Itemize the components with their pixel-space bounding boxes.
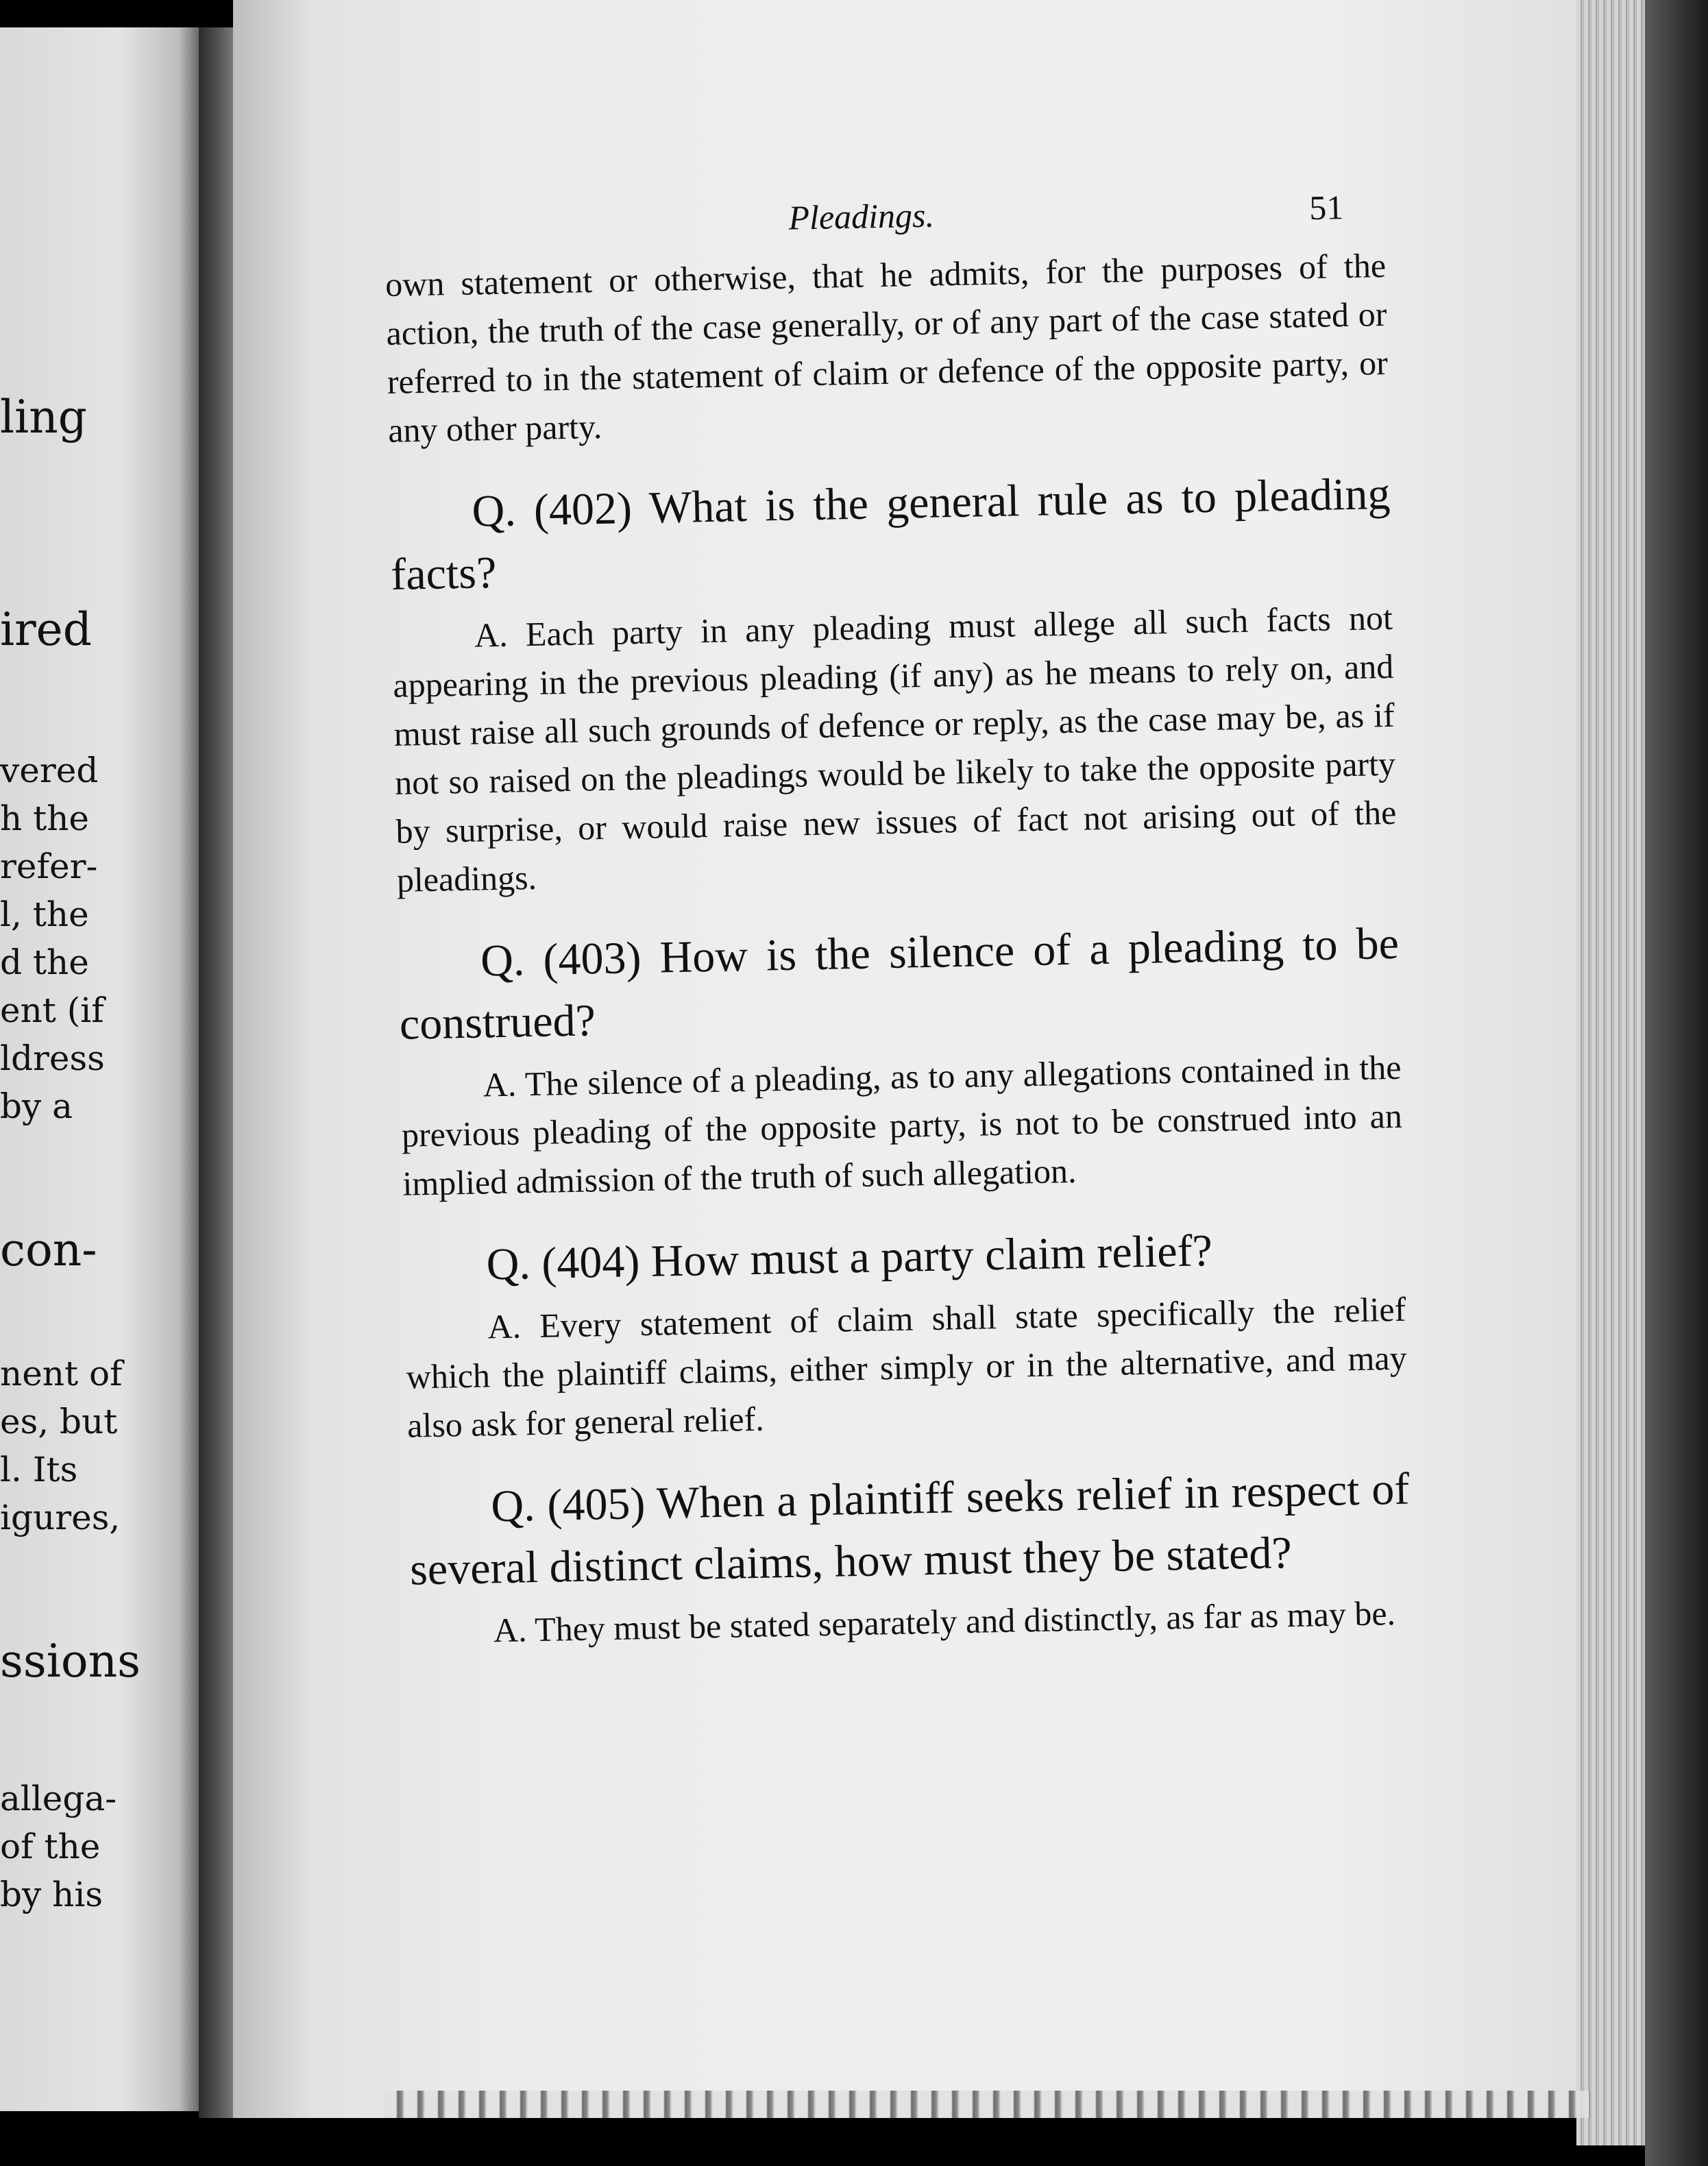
left-page-fragment <box>0 27 199 2111</box>
left-fragment: l. Its <box>0 1450 78 1489</box>
question-heading: Q. (404) How must a party claim relief? <box>485 1226 1213 1290</box>
qa-item <box>408 1459 1413 1657</box>
answer-paragraph: A. They must be stated separately and distinctly, as far as may be. <box>493 1594 1396 1650</box>
question-heading: Q. (402) What is the general rule as to pleading facts? <box>390 468 1391 600</box>
left-fragment: ired <box>0 603 92 656</box>
answer-paragraph: A. Every statement of claim shall state specifically the relief which the plaintiff claims, either simply or in the alternative, and may also ask for general relief. <box>406 1289 1408 1445</box>
qa-item <box>404 1217 1408 1450</box>
left-fragment: d the <box>0 942 89 982</box>
question-heading: Q. (405) When a plaintiff seeks relief in respect of several distinct claims, how must they be stated? <box>409 1463 1410 1595</box>
page-edges-shadow <box>1645 0 1708 2166</box>
left-fragment: igures, <box>0 1498 121 1537</box>
page-number: 51 <box>1308 188 1344 228</box>
bottom-page-edge <box>384 2091 1590 2118</box>
left-fragment: con- <box>0 1224 97 1276</box>
left-fragment: by his <box>0 1875 103 1914</box>
qa-item <box>398 913 1403 1208</box>
left-fragment: ent (if <box>0 990 104 1030</box>
left-fragment: ling <box>0 391 87 443</box>
qa-item <box>389 463 1398 905</box>
left-fragment: h the <box>0 799 89 838</box>
left-fragment: refer- <box>0 847 98 886</box>
left-fragment: ssions <box>0 1635 141 1688</box>
page-text-block <box>384 186 1412 1657</box>
left-fragment: nent of <box>0 1354 123 1394</box>
left-fragment: ldress <box>0 1038 105 1078</box>
left-fragment: es, but <box>0 1402 118 1441</box>
running-title: Pleadings. <box>788 195 935 237</box>
left-fragment: of the <box>0 1827 101 1866</box>
intro-paragraph: own statement or otherwise, that he admits, for the purposes of the action, the truth of the case generally, or of any part of the case stated or referred to in the statement of claim or defence of the opposite party, or any other party. <box>385 245 1389 450</box>
left-fragment: vered <box>0 751 99 790</box>
left-fragment: l, the <box>0 895 89 934</box>
left-fragment: by a <box>0 1086 73 1126</box>
left-fragment: allega- <box>0 1779 117 1818</box>
answer-paragraph: A. Each party in any pleading must allege all such facts not appearing in the previous pleading (if any) as he means to rely on, and must raise all such grounds of defence or reply, as the case may be, as if not so raised on the pleadings would be likely to take the opposite party by surprise, or would raise new issues of fact not arising out of the pleadings. <box>392 598 1397 899</box>
answer-paragraph: A. The silence of a pleading, as to any allegations contained in the previous pleading of the opposite party, is not to be construed into an implied admission of the truth of such allegation. <box>401 1047 1403 1203</box>
question-heading: Q. (403) How is the silence of a pleading to be construed? <box>399 918 1400 1049</box>
